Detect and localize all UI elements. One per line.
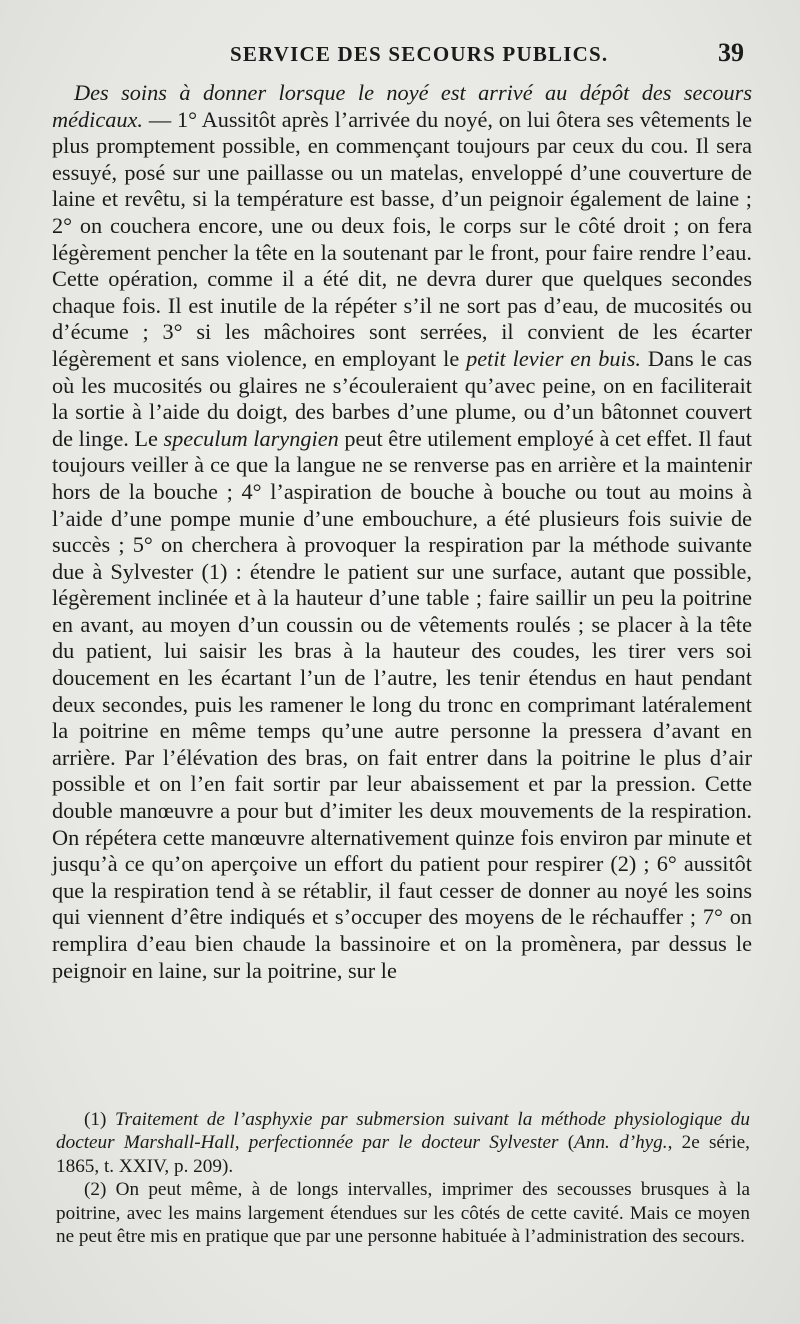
italic-term-speculum: speculum laryngien	[163, 425, 339, 451]
running-head: SERVICE DES SECOURS PUBLICS.	[230, 42, 609, 66]
footnote-1-open: (	[558, 1132, 575, 1154]
body-text-part-1: 1° Aussitôt après l’arrivée du noyé, on lui ôtera ses vêtements le plus promptement possible, en commençant toujours par ceux du cou. Il sera essuyé, posé sur une paillasse ou un matelas, enveloppé d’une couverture de laine et revêtu, si la température est basse, d’un peignoir également de laine ; 2° on couchera encore, une ou deux fois, le corps sur le côté droit ; on fera légèrement pencher la tête en la soutenant par le front, pour faire rendre l’eau. Cette opération, comme il a été dit, ne devra durer que quelques secondes chaque fois. Il est inutile de la répéter s’il ne sort pas d’eau, de mucosités ou d’écume ; 3° si les mâchoires sont serrées, il convient de les écarter légèrement et sans violence, en employant le	[52, 106, 752, 371]
footnote-1	[56, 1108, 750, 1178]
body-text-part-3: peut être utilement employé à cet effet. Il faut toujours veiller à ce que la langue ne se renverse pas en arrière et la maintenir hors de la bouche ; 4° l’aspiration de bouche à bouche ou tout au moins à l’aide d’une pompe munie d’une embouchure, a été plusieurs fois suivie de succès ; 5° on cherchera à provoquer la respiration par la méthode suivante due à Sylvester (1) : étendre le patient sur une surface, autant que possible, légèrement inclinée et à la hauteur d’une table ; faire saillir un peu la poitrine en avant, au moyen d’un coussin ou de vêtements roulés ; se placer à la tête du patient, lui saisir les bras à la hauteur des coudes, les tirer vers soi doucement en les écartant l’un de l’autre, les tenir étendus en haut pendant deux secondes, puis les ramener le long du tronc en comprimant latéralement la poitrine en même temps qu’une autre personne la pressera d’avant en arrière. Par l’élévation des bras, on fait entrer dans la poitrine le plus d’air possible et on l’en fait sortir par leur abaissement et par la pression. Cette double manœuvre a pour but d’imiter les deux mouvements de la respiration. On répétera cette manœuvre alternativement quinze fois environ par minute et jusqu’à ce qu’on aperçoive un effort du patient pour respirer (2) ; 6° aussitôt que la respiration tend à se rétablir, il faut cesser de donner au noyé les soins qui viennent d’être indiqués et s’occuper des moyens de le réchauffer ; 7° on remplira d’eau bien chaude la bassinoire et on la promènera, par dessus le peignoir en laine, sur la poitrine, sur le	[52, 425, 752, 983]
body-paragraph	[52, 80, 752, 984]
body-text-part-2: Dans le cas où les mucosités ou glaires ne s’écouleraient qu’avec peine, on en faciliterait la sortie à l’aide du doigt, des barbes d’une plume, ou d’un bâtonnet couvert de linge. Le	[52, 345, 753, 451]
page-number: 39	[718, 38, 744, 67]
footnote-1-reference: , 2e série, 1865, t. XXIV, p. 209).	[56, 1132, 750, 1177]
section-title: Des soins à donner lorsque le noyé est arrivé au dépôt des secours médicaux.	[52, 80, 752, 132]
footnote-1-title: Traitement de l’asphyxie par submersion suivant la méthode physiologique du docteur Marshall-Hall, perfectionnée par le docteur Sylvester	[56, 1109, 750, 1154]
footnote-1-marker: (1)	[84, 1109, 115, 1130]
title-dash: —	[143, 106, 177, 132]
main-text	[52, 80, 752, 984]
page-header	[60, 38, 744, 74]
footnotes	[56, 1108, 750, 1248]
footnote-1-journal: Ann. d’hyg.	[574, 1132, 668, 1154]
footnote-2: (2) On peut même, à de longs intervalles, imprimer des secousses brusques à la poitrine, avec les mains largement étendues sur les côtés de cette cavité. Mais ce moyen ne peut être mis en pratique que par une personne habituée à l’administration des secours.	[56, 1179, 750, 1248]
italic-term-levier: petit levier en buis.	[466, 345, 641, 371]
